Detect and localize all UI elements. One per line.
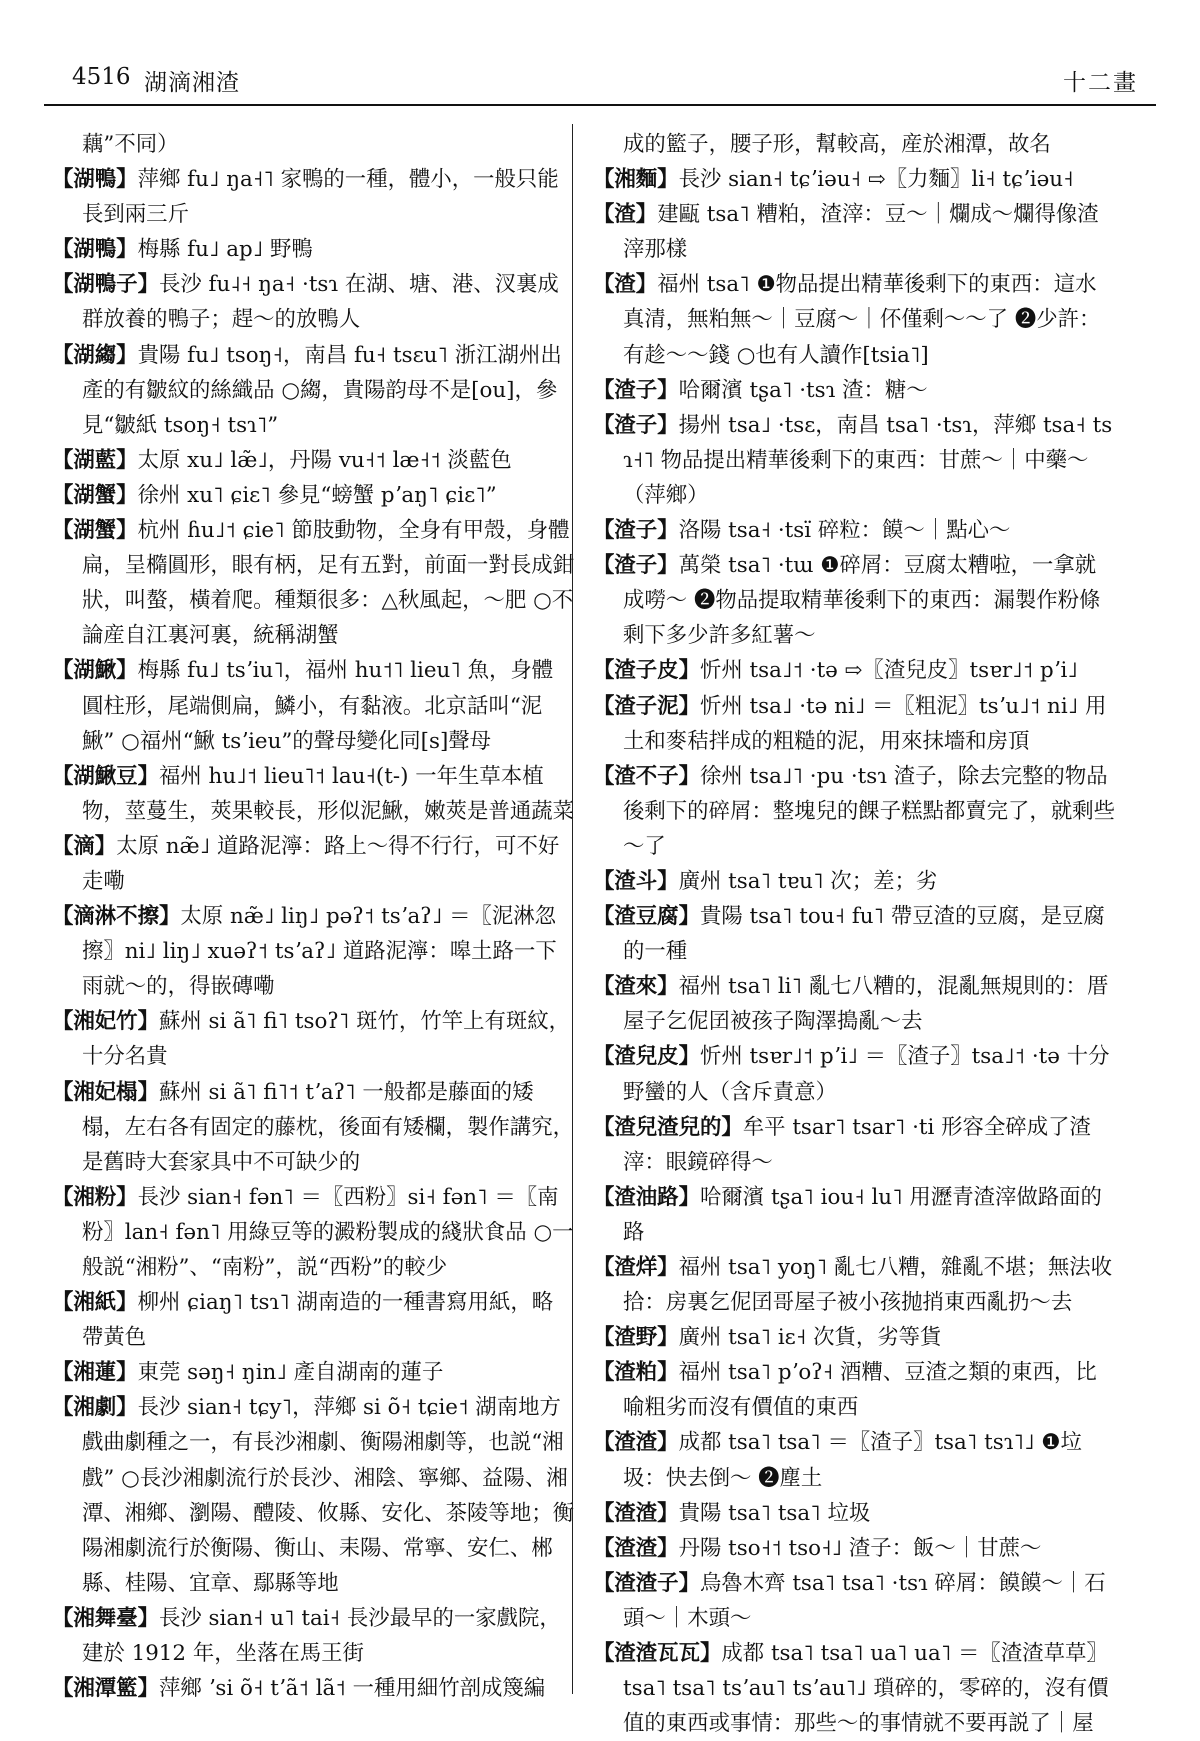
entry-definition: 成都 tsa˥ tsa˥ ＝〖渣子〗tsa˥ tsɿ˥˩ ❶垃圾：快去倒～ ❷塵土 bbox=[623, 1430, 1082, 1491]
running-headwords: 湖滴湘渣 bbox=[144, 70, 240, 96]
dictionary-entry bbox=[52, 1390, 574, 1601]
dictionary-entry bbox=[52, 1075, 574, 1180]
entry-definition: 福州 tsa˥ li˥ 亂七八糟的，混亂無規則的：厝屋子乞伲囝被孩子陶澤搗亂～去 bbox=[623, 974, 1109, 1035]
dictionary-entry bbox=[593, 1425, 1115, 1495]
entry-headword: 【渣烊】 bbox=[593, 1255, 679, 1280]
entry-headword: 【渣渣】 bbox=[593, 1500, 679, 1526]
dictionary-entry bbox=[52, 829, 574, 899]
entry-headword: 【渣油路】 bbox=[593, 1184, 700, 1210]
dictionary-entry bbox=[593, 1110, 1115, 1180]
entry-definition: 長沙 fu˨˧ ŋa˧ ·tsɿ 在湖、塘、港、汊裏成群放養的鴨子；趕～的放鴨人 bbox=[82, 272, 559, 333]
entry-definition: 福州 tsa˥ yoŋ˥ 亂七八糟，雜亂不堪；無法收拾：房裏乞伲囝哥屋子被小孩抛捎東西亂扔～去 bbox=[623, 1255, 1113, 1316]
entry-definition: 梅縣 fu˩ tsʼiu˥，福州 hu˦˥ lieu˥ 魚，身體圓柱形，尾端側扁，鱗小，有黏液。北京話叫“泥鰍” ○福州“鰍 tsʼieu”的聲母變化同[s]聲母 bbox=[82, 658, 554, 754]
entry-definition: 徐州 xu˥ ɕiɛ˥ 參見“螃蟹 pʼaŋ˥ ɕiɛ˥” bbox=[137, 482, 497, 508]
dictionary-entry bbox=[593, 197, 1115, 267]
entry-definition: 福州 tsa˥ ❶物品提出精華後剩下的東西：這水真清，無粕無～｜豆腐～｜伓僅剩～～了 ❷少許：有趁～～錢 ○也有人讀作[tsia˥] bbox=[623, 272, 1101, 368]
entry-headword: 【渣野】 bbox=[593, 1325, 679, 1351]
entry-headword: 【渣子】 bbox=[593, 553, 679, 579]
entry-headword: 【湘麵】 bbox=[593, 167, 679, 193]
entry-definition: 東莞 səŋ˧ ŋin˩ 產自湖南的蓮子 bbox=[137, 1360, 444, 1386]
entry-headword: 【渣渣】 bbox=[593, 1535, 679, 1561]
dictionary-entry bbox=[593, 162, 1115, 197]
dictionary-entry bbox=[52, 232, 574, 267]
entry-headword: 【湘舞臺】 bbox=[52, 1605, 159, 1631]
entry-definition: 忻州 tsa˩˦ ·tə ⇨〖渣兒皮〗tsɐr˩˦ pʼi˩ bbox=[699, 658, 1078, 684]
page-number: 4516 bbox=[72, 64, 131, 90]
dictionary-entry bbox=[593, 408, 1115, 513]
entry-headword: 【湖蟹】 bbox=[52, 518, 138, 544]
entry-headword: 【湘蓮】 bbox=[52, 1360, 138, 1386]
dictionary-entry bbox=[593, 653, 1115, 688]
dictionary-entry bbox=[593, 1250, 1115, 1320]
entry-definition: 萍鄉 fu˩ ŋa˧˥ 家鴨的一種，體小，一般只能長到兩三斤 bbox=[82, 167, 559, 228]
entry-headword: 【滴】 bbox=[52, 833, 117, 859]
entry-headword: 【渣渣子】 bbox=[593, 1570, 700, 1596]
entry-headword: 【渣豆腐】 bbox=[593, 904, 700, 930]
dictionary-entry bbox=[593, 864, 1115, 899]
entry-headword: 【湘妃竹】 bbox=[52, 1009, 159, 1035]
entry-definition: 萍鄉 ʼsi õ˧ tʼã˦ lã˦ 一種用細竹剖成篾編 bbox=[158, 1676, 546, 1702]
entry-definition: 福州 hu˩˦ lieu˥˦ lau˧(t-) 一年生草本植物，莖蔓生，莢果較長，形似泥鰍，嫩莢是普通蔬菜 bbox=[82, 763, 574, 824]
entry-definition: 長沙 sian˧ u˥ tai˧ 長沙最早的一家戲院，建於 1912 年，坐落在馬王街 bbox=[82, 1605, 561, 1667]
entry-headword: 【湘妃榻】 bbox=[52, 1079, 159, 1105]
entry-headword: 【湖縐】 bbox=[52, 342, 138, 368]
entry-definition: 太原 xu˩ læ̃˩，丹陽 vu˧˦ læ˧˦ 淡藍色 bbox=[137, 447, 512, 473]
entry-headword: 【渣子】 bbox=[593, 518, 679, 544]
dictionary-entry bbox=[593, 759, 1115, 864]
entry-headword: 【渣來】 bbox=[593, 974, 679, 1000]
dictionary-entry bbox=[593, 513, 1115, 548]
entry-headword: 【渣兒渣兒的】 bbox=[593, 1114, 743, 1140]
dictionary-entry bbox=[593, 1531, 1115, 1566]
dictionary-entry bbox=[593, 1566, 1115, 1636]
entry-definition: 萬榮 tsa˥ ·tɯ ❶碎屑：豆腐太糟啦，一拿就成嘮～ ❷物品提取精華後剩下的東西：漏製作粉條剩下多少許多紅薯～ bbox=[623, 553, 1101, 649]
dictionary-entry bbox=[593, 548, 1115, 653]
dictionary-entry bbox=[593, 267, 1115, 372]
entry-headword: 【湖鴨子】 bbox=[52, 272, 159, 298]
dictionary-entry bbox=[52, 162, 574, 232]
dictionary-entry bbox=[593, 899, 1115, 969]
entry-headword: 【渣渣瓦瓦】 bbox=[593, 1641, 722, 1667]
entry-definition: 貴陽 fu˩ tsoŋ˧，南昌 fu˧ tsɛu˥ 浙江湖州出產的有皺紋的絲織品 ○縐，貴陽韵母不是[ou]，參見“皺紙 tsoŋ˧ tsɿ˥” bbox=[82, 342, 562, 438]
entry-definition: 長沙 sian˧ fən˥ ＝〖西粉〗si˧ fən˥ ＝〖南粉〗lan˧ fən˥ 用綠豆等的澱粉製成的綫狀食品 ○一般説“湘粉”、“南粉”，説“西粉”的較少 bbox=[82, 1184, 574, 1280]
entry-headword: 【湖鴨】 bbox=[52, 237, 138, 263]
entry-definition: 貴陽 tsa˥ tou˧ fu˥ 帶豆渣的豆腐，是豆腐的一種 bbox=[623, 904, 1105, 965]
entry-headword: 【湖鰍】 bbox=[52, 658, 138, 684]
entry-definition: 忻州 tsa˩ ·tə ni˩ ＝〖粗泥〗tsʼu˩˦ ni˩ 用土和麥秸拌成的粗糙的泥，用來抹墻和房頂 bbox=[623, 693, 1107, 754]
dictionary-entry bbox=[593, 1320, 1115, 1355]
dictionary-entry bbox=[52, 1671, 574, 1706]
header-rule bbox=[44, 104, 1156, 106]
entry-definition: 杭州 ɦu˩˦ ɕie˥ 節肢動物，全身有甲殼，身體扁，呈橢圓形，眼有柄，足有五對，前面一對長成鉗狀，叫螯，橫着爬。種類很多：△秋風起，～肥 ○不論産自江裏河裏，統稱湖蟹 bbox=[82, 518, 574, 649]
entry-headword: 【湘粉】 bbox=[52, 1184, 138, 1210]
dictionary-entry bbox=[593, 1636, 1115, 1741]
entry-definition: 廣州 tsa˥ iɛ˧ 次貨，劣等貨 bbox=[678, 1325, 942, 1351]
dictionary-entry bbox=[52, 1601, 574, 1671]
dictionary-entry bbox=[52, 1004, 574, 1074]
entry-headword: 【湘潭籃】 bbox=[52, 1676, 159, 1702]
dictionary-entry bbox=[52, 443, 574, 478]
dictionary-entry bbox=[52, 338, 574, 443]
entry-definition: 長沙 sian˧ tɕy˥，萍鄉 si õ˧ tɕie˦ 湖南地方戲曲劇種之一，有長沙湘劇、衡陽湘劇等，也説“湘戲” ○長沙湘劇流行於長沙、湘陰、寧鄉、益陽、湘潭、湘鄉、瀏陽、醴陵、攸縣、安化、茶陵等地；衡陽湘劇流行於衡陽、衡山、耒陽、常寧、安仁、郴縣、桂陽、宜章、鄢縣等地 bbox=[82, 1395, 574, 1596]
entry-definition: 成的籃子，腰子形，幫較高，産於湘潭，故名 bbox=[623, 132, 1051, 157]
dictionary-entry bbox=[52, 1180, 574, 1285]
entry-definition: 哈爾濱 tʂa˥ iou˧ lu˥ 用瀝青渣滓做路面的路 bbox=[623, 1184, 1102, 1245]
dictionary-entry bbox=[52, 653, 574, 758]
entry-definition: 哈爾濱 tʂa˥ ·tsɿ 渣：糖～ bbox=[678, 377, 928, 403]
dictionary-entry bbox=[593, 969, 1115, 1039]
entry-headword: 【滴淋不擦】 bbox=[52, 904, 181, 930]
entry-headword: 【渣兒皮】 bbox=[593, 1044, 700, 1070]
dictionary-entry bbox=[52, 759, 574, 829]
dictionary-entry bbox=[593, 1039, 1115, 1109]
entry-definition: 建甌 tsa˥ 糟粕，渣滓：豆～｜爛成～爛得像渣滓那樣 bbox=[623, 202, 1099, 263]
dictionary-entry bbox=[52, 267, 574, 337]
entry-headword: 【渣子】 bbox=[593, 412, 679, 438]
entry-definition: 長沙 sian˧ tɕʼiəu˧ ⇨〖力麵〗li˧ tɕʼiəu˧ bbox=[678, 167, 1074, 193]
entry-headword: 【渣粕】 bbox=[593, 1360, 679, 1386]
entry-definition: 太原 næ̃˩ 道路泥濘：路上～得不行行，可不好走嘞 bbox=[82, 833, 560, 894]
dictionary-entry bbox=[52, 478, 574, 513]
entry-definition: 太原 næ̃˩ liŋ˩ pəʔ˦ tsʼaʔ˩ ＝〖泥淋忽擦〗ni˩ liŋ˩ xuəʔ˦ tsʼaʔ˩ 道路泥濘：嗥土路一下雨就～的，得嵌磚嘞 bbox=[82, 904, 557, 1000]
entry-continuation bbox=[593, 127, 1115, 162]
dictionary-entry bbox=[52, 1355, 574, 1390]
entry-headword: 【渣】 bbox=[593, 202, 658, 228]
entry-headword: 【渣子】 bbox=[593, 377, 679, 403]
entry-headword: 【渣】 bbox=[593, 272, 658, 298]
entry-definition: 梅縣 fu˩ ap˩ 野鴨 bbox=[137, 237, 313, 263]
entry-definition: 蘇州 si ã˥ fi˥ tsoʔ˥ 斑竹，竹竿上有斑紋，十分名貴 bbox=[82, 1009, 571, 1070]
entry-definition: 藕”不同） bbox=[82, 132, 179, 157]
dictionary-entry bbox=[593, 373, 1115, 408]
entry-definition: 烏魯木齊 tsa˥ tsa˥ ·tsɿ 碎屑：饃饃～｜石頭～｜木頭～ bbox=[623, 1570, 1106, 1631]
column-divider bbox=[572, 124, 573, 1694]
entry-definition: 丹陽 tso˧˦ tso˧˩ 渣子：飯～｜甘蔗～ bbox=[678, 1535, 1042, 1561]
dictionary-entry bbox=[52, 1285, 574, 1355]
dictionary-entry bbox=[593, 689, 1115, 759]
entry-definition: 揚州 tsa˩ ·tsɛ，南昌 tsa˥ ·tsɿ，萍鄉 tsa˧ tsɿ˧˥ 物品提出精華後剩下的東西：甘蔗～｜中藥～（萍鄉） bbox=[623, 412, 1113, 508]
dictionary-entry bbox=[52, 899, 574, 1004]
entry-definition: 蘇州 si ã˥ fi˥˦ tʼaʔ˥ 一般都是藤面的矮榻，左右各有固定的藤枕，後面有矮欄，製作講究，是舊時大套家具中不可缺少的 bbox=[82, 1079, 574, 1175]
entry-definition: 牟平 tsar˥ tsar˥ ·ti 形容全碎成了渣滓：眼鏡碎得～ bbox=[623, 1114, 1091, 1175]
left-column bbox=[52, 127, 574, 1706]
entry-definition: 成都 tsa˥ tsa˥ ua˥ ua˥ ＝〖渣渣草草〗tsa˥ tsa˥ tsʼau˥ tsʼau˥˩ 瑣碎的，零碎的，沒有價值的東西或事情：那些～的事情就不要再説了｜屋 bbox=[623, 1641, 1109, 1737]
entry-headword: 【渣斗】 bbox=[593, 868, 679, 894]
entry-headword: 【湖鴨】 bbox=[52, 167, 138, 193]
entry-definition: 貴陽 tsa˥ tsa˥ 垃圾 bbox=[678, 1500, 871, 1526]
dictionary-entry bbox=[52, 513, 574, 653]
entry-headword: 【渣子皮】 bbox=[593, 658, 700, 684]
entry-headword: 【湖蟹】 bbox=[52, 482, 138, 508]
entry-definition: 福州 tsa˥ pʼoʔ˧ 酒糟、豆渣之類的東西，比喻粗劣而沒有價值的東西 bbox=[623, 1360, 1097, 1421]
entry-continuation bbox=[52, 127, 574, 162]
entry-definition: 徐州 tsa˩˥ ·pu ·tsɿ 渣子，除去完整的物品後剩下的碎屑：整塊兒的餜子糕點都賣完了，就剩些～了 bbox=[623, 763, 1115, 859]
entry-headword: 【湖藍】 bbox=[52, 447, 138, 473]
entry-definition: 柳州 ɕiaŋ˥ tsɿ˥ 湖南造的一種書寫用紙，略帶黃色 bbox=[82, 1290, 554, 1351]
dictionary-entry bbox=[593, 1180, 1115, 1250]
right-column bbox=[593, 127, 1115, 1741]
page-header bbox=[44, 62, 1156, 102]
dictionary-entry bbox=[593, 1496, 1115, 1531]
entry-headword: 【湖鰍豆】 bbox=[52, 763, 159, 789]
entry-headword: 【渣不子】 bbox=[593, 763, 700, 789]
entry-headword: 【渣渣】 bbox=[593, 1430, 679, 1456]
entry-definition: 洛陽 tsa˧ ·tsï 碎粒：饃～｜點心～ bbox=[678, 518, 1011, 544]
entry-headword: 【湘紙】 bbox=[52, 1290, 138, 1316]
entry-headword: 【湘劇】 bbox=[52, 1395, 138, 1421]
section-title: 十二畫 bbox=[1063, 70, 1138, 96]
dictionary-entry bbox=[593, 1355, 1115, 1425]
entry-definition: 忻州 tsɐr˩˦ pʼi˩ ＝〖渣子〗tsa˩˦ ·tə 十分野蠻的人（含斥責意） bbox=[623, 1044, 1110, 1105]
entry-definition: 廣州 tsa˥ tɐu˥ 次；差；劣 bbox=[678, 868, 938, 894]
entry-headword: 【渣子泥】 bbox=[593, 693, 700, 719]
